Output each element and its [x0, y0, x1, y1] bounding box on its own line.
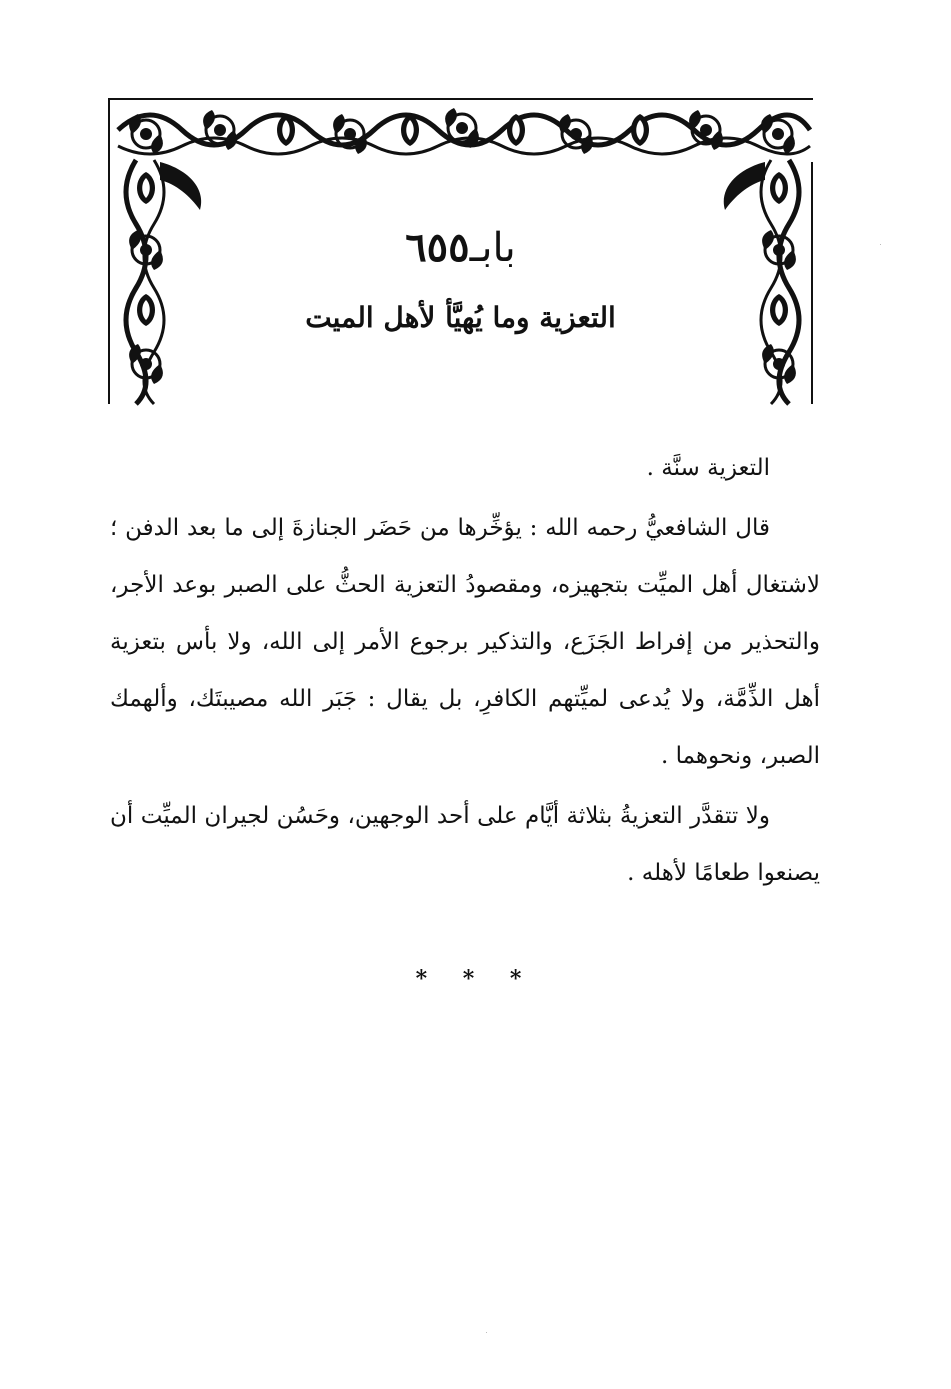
- paragraph: قال الشافعيُّ رحمه الله : يؤخِّرها من حَضَر الجنازةَ إلى ما بعد الدفن ؛ لاشتغال أهل الميِّت بتجهيزه، ومقصودُ التعزية الحثُّ على الصبر بوعد الأجر، والتحذير من إفراط الجَزَع، والتذكير برجوع الأمر إلى الله، ولا بأس بتعزية أهل الذِّمَّة، ولا يُدعى لميِّتهم الكافرِ، بل يقال : جَبَر الله مصيبتَك، وألهمك الصبر، ونحوهما .: [110, 515, 820, 769]
- chapter-separator: ـ: [469, 225, 482, 271]
- chapter-number: ٦٥٥: [405, 224, 470, 271]
- chapter-title: التعزية وما يُهيَّأ لأهل الميت: [305, 301, 616, 334]
- chapter-heading: [108, 220, 813, 338]
- section-separator: * * *: [415, 966, 536, 992]
- chapter-body: [110, 440, 820, 905]
- chapter-label: [108, 220, 813, 276]
- scan-speck: [486, 1332, 487, 1333]
- chapter-word: باب: [481, 225, 516, 271]
- scan-speck: [880, 244, 881, 245]
- paragraph: التعزية سنَّة .: [646, 455, 770, 481]
- paragraph: ولا تتقدَّر التعزيةُ بثلاثة أيَّام على أحد الوجهين، وحَسُن لجيران الميِّت أن يصنعوا طعامًا لأهله .: [110, 803, 820, 886]
